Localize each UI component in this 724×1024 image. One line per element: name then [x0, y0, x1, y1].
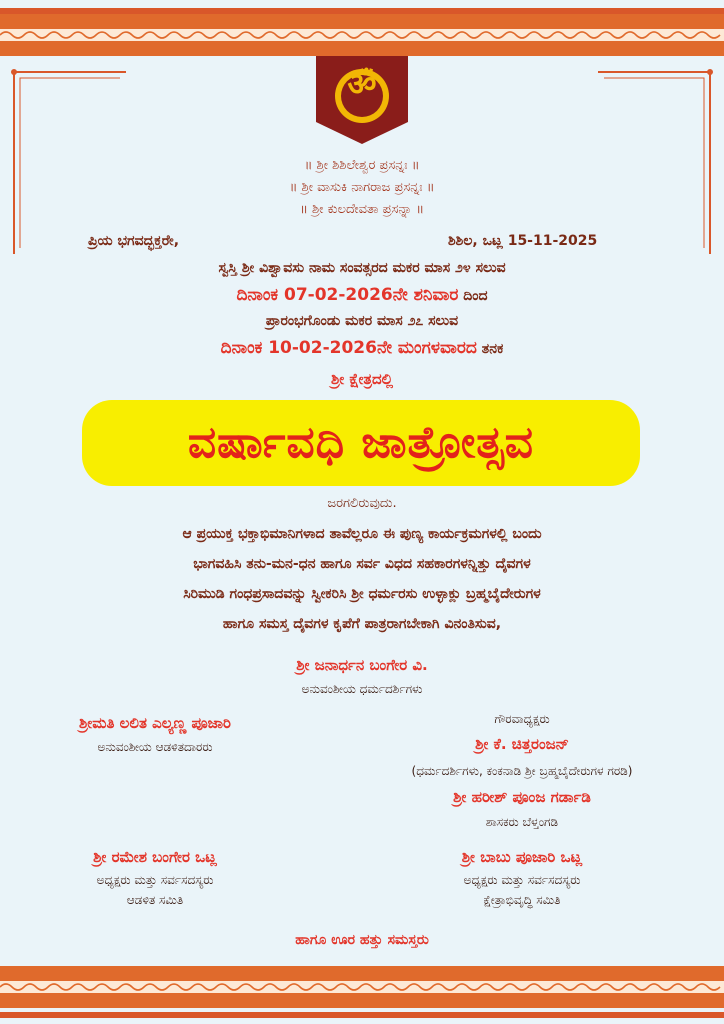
- invocation-2: ॥ ಶ್ರೀ ವಾಸುಕಿ ನಾಗರಾಜ ಪ್ರಸನ್ನಃ ॥: [289, 180, 435, 195]
- samvatsara-line: ಸ್ವಸ್ತಿ ಶ್ರೀ ವಿಶ್ವಾವಸು ನಾಮ ಸಂವತ್ಸರದ ಮಕರ ಮಾಸ ೨೪ ಸಲುವ: [218, 260, 506, 276]
- president-dev-committee: ಕ್ಷೇತ್ರಾಭಿವೃದ್ಧಿ ಸಮಿತಿ: [483, 893, 561, 907]
- honorary-name: ಶ್ರೀ ಕೆ. ಚಿತ್ತರಂಜನ್: [475, 735, 569, 753]
- venue: ಶ್ರೀ ಕ್ಷೇತ್ರದಲ್ಲಿ: [330, 370, 394, 388]
- event-note: ಜರಗಲಿರುವುದು.: [327, 496, 397, 511]
- start-date: ದಿನಾಂಕ 07-02-2026ನೇ ಶನಿವಾರ: [236, 285, 459, 305]
- president-dev-name: ಶ್ರೀ ಬಾಬು ಪೂಜಾರಿ ಒಟ್ಲ: [461, 848, 583, 866]
- president-dev-role: ಅಧ್ಯಕ್ಷರು ಮತ್ತು ಸರ್ವಸದಸ್ಯರು: [463, 873, 581, 887]
- president-admin-name: ಶ್ರೀ ರಮೇಶ ಬಂಗೇರ ಒಟ್ಲ: [93, 848, 217, 866]
- closing-line: ಹಾಗೂ ಊರ ಹತ್ತು ಸಮಸ್ತರು: [295, 932, 429, 948]
- event-title: ವರ್ಷಾವಧಿ ಜಾತ್ರೋತ್ಸವ: [187, 417, 535, 468]
- bottom-border-edge: [0, 1012, 724, 1018]
- body-line-2: ಭಾಗವಹಿಸಿ ತನು-ಮನ-ಧನ ಹಾಗೂ ಸರ್ವ ವಿಧದ ಸಹಕಾರಗಳನ್ನಿತ್ತು ದೈವಗಳ: [193, 556, 531, 572]
- end-date-line: ದಿನಾಂಕ 10-02-2026ನೇ ಮಂಗಳವಾರದ ತನಕ: [220, 338, 504, 358]
- admin-role: ಅನುವಂಶೀಯ ಆಡಳಿತದಾರರು: [97, 740, 213, 754]
- trustee-role: ಅನುವಂಶೀಯ ಧರ್ಮದರ್ಶಿಗಳು: [301, 682, 423, 696]
- bottom-decorative-band: [0, 966, 724, 1008]
- end-date: ದಿನಾಂಕ 10-02-2026ನೇ ಮಂಗಳವಾರದ: [220, 338, 477, 358]
- president-admin-committee: ಆಡಳಿತ ಸಮಿತಿ: [126, 893, 184, 907]
- president-admin-role: ಅಧ್ಯಕ್ಷರು ಮತ್ತು ಸರ್ವಸದಸ್ಯರು: [96, 873, 214, 887]
- top-decorative-band: [0, 14, 724, 56]
- body-line-3: ಸಿರಿಮುಡಿ ಗಂಧಪ್ರಸಾದವನ್ನು ಸ್ವೀಕರಿಸಿ ಶ್ರೀ ಧರ್ಮರಸು ಉಳ್ಳಾಕ್ಲು ಬ್ರಹ್ಮಬೈದೇರುಗಳ: [183, 586, 541, 602]
- invocation-3: ॥ ಶ್ರೀ ಕುಲದೇವತಾ ಪ್ರಸನ್ನಾ ॥: [299, 202, 425, 217]
- invocation-1: ॥ ಶ್ರೀ ಶಿಶಿಲೇಶ್ವರ ಪ್ರಸನ್ನಃ ॥: [304, 158, 420, 173]
- wave-pattern-bottom: [0, 981, 724, 993]
- salutation: ಪ್ರಿಯ ಭಗವದ್ಭಕ್ತರೇ,: [88, 233, 180, 249]
- start-date-line: ದಿನಾಂಕ 07-02-2026ನೇ ಶನಿವಾರ ದಿಂದ: [236, 285, 488, 305]
- trustee-name: ಶ್ರೀ ಜನಾರ್ಧನ ಬಂಗೇರ ವಿ.: [296, 656, 428, 674]
- body-line-4: ಹಾಗೂ ಸಮಸ್ತ ದೈವಗಳ ಕೃಪೆಗೆ ಪಾತ್ರರಾಗಬೇಕಾಗಿ ವಿನಂತಿಸುವ,: [222, 616, 502, 632]
- honorary-role: (ಧರ್ಮದರ್ಶಿಗಳು, ಕಂಕನಾಡಿ ಶ್ರೀ ಬ್ರಹ್ಮಬೈದೇರುಗಳ ಗರಡಿ): [411, 764, 633, 778]
- body-line-1: ಆ ಪ್ರಯುಕ್ತ ಭಕ್ತಾಭಿಮಾನಿಗಳಾದ ತಾವೆಲ್ಲರೂ ಈ ಪುಣ್ಯ ಕಾರ್ಯಕ್ರಮಗಳಲ್ಲಿ ಬಂದು: [182, 526, 542, 542]
- admin-name: ಶ್ರೀಮತಿ ಲಲಿತ ಎಲ್ಯಣ್ಣ ಪೂಜಾರಿ: [79, 714, 231, 732]
- honorary-label: ಗೌರವಾಧ್ಯಕ್ಷರು: [494, 712, 550, 726]
- wave-pattern-top: [0, 29, 724, 41]
- start-line: ಪ್ರಾರಂಭಗೊಂಡು ಮಕರ ಮಾಸ ೨೭ ಸಲುವ: [265, 313, 459, 329]
- place-date: ಶಿಶಿಲ, ಒಟ್ಲ 15-11-2025: [448, 233, 598, 249]
- mla-name: ಶ್ರೀ ಹರೀಶ್ ಪೂಂಜ ಗರ್ಡಾಡಿ: [453, 788, 591, 806]
- mla-role: ಶಾಸಕರು ಬೆಳ್ತಂಗಡಿ: [485, 815, 559, 829]
- om-icon: ॐ: [347, 65, 377, 103]
